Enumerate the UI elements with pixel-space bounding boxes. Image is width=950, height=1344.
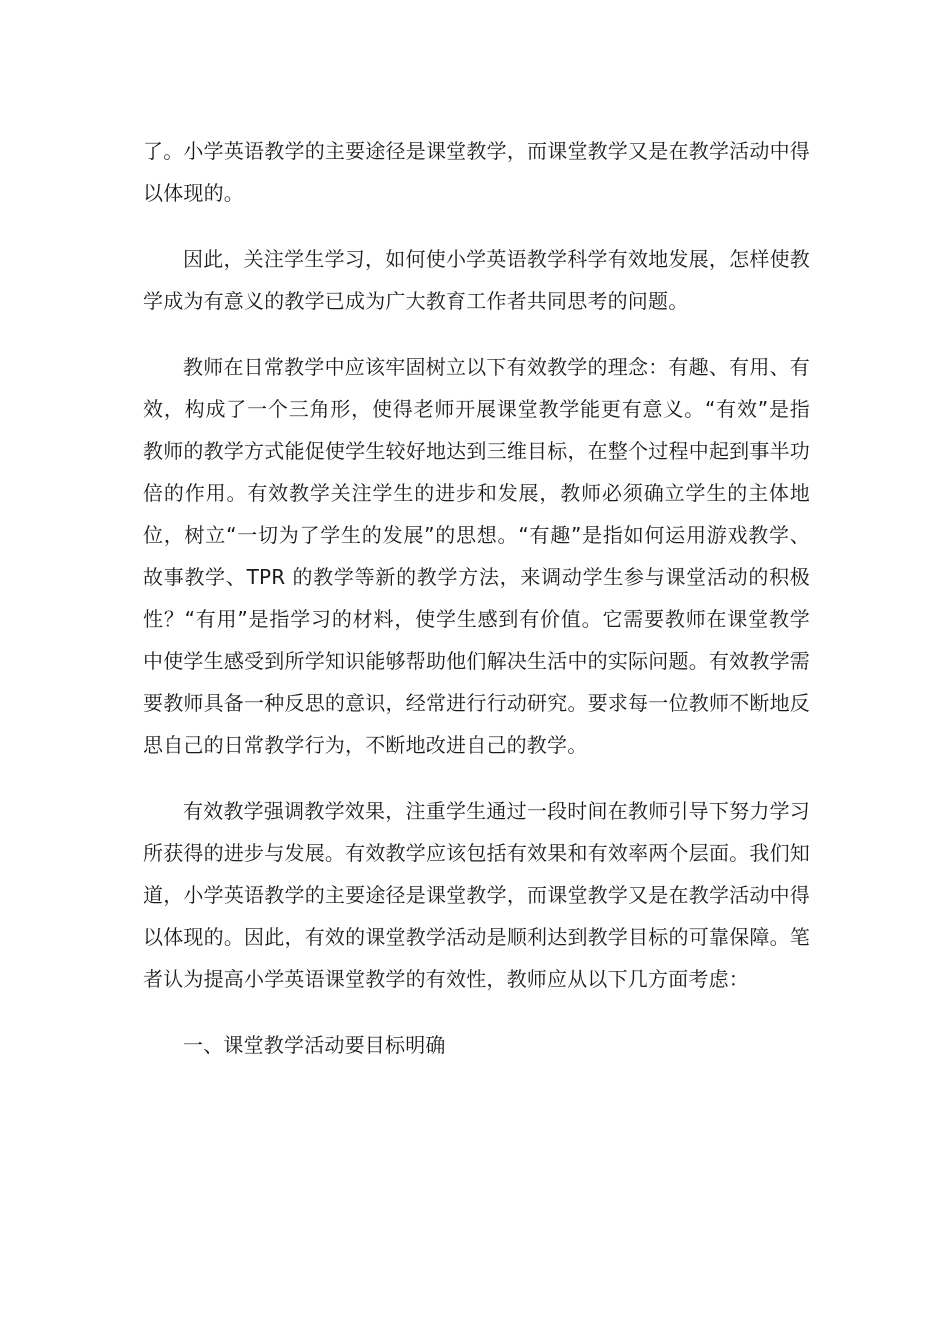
paragraph-continuation: 了。小学英语教学的主要途径是课堂教学，而课堂教学又是在教学活动中得以体现的。 — [143, 139, 810, 205]
section-heading: 一、课堂教学活动要目标明确 — [183, 1033, 446, 1057]
paragraph-focus-on-learning: 因此，关注学生学习，如何使小学英语教学科学有效地发展，怎样使教学成为有意义的教学已成为广大教育工作者共同思考的问题。 — [143, 247, 810, 313]
paragraph-effective-teaching-effects: 有效教学强调教学效果，注重学生通过一段时间在教师引导下努力学习所获得的进步与发展。有效教学应该包括有效果和有效率两个层面。我们知道，小学英语教学的主要途径是课堂教学，而课堂教学又是在教学活动中得以体现的。因此，有效的课堂教学活动是顺利达到教学目标的可靠保障。笔者认为提高小学英语课堂教学的有效性，教师应从以下几方面考虑： — [143, 799, 810, 991]
document-body — [143, 130, 810, 1066]
paragraph-effective-teaching-concept: 教师在日常教学中应该牢固树立以下有效教学的理念：有趣、有用、有效，构成了一个三角形，使得老师开展课堂教学能更有意义。“有效”是指教师的教学方式能促使学生较好地达到三维目标，在整个过程中起到事半功倍的作用。有效教学关注学生的进步和发展，教师必须确立学生的主体地位，树立“一切为了学生的发展”的思想。“有趣”是指如何运用游戏教学、故事教学、TPR 的教学等新的教学方法，来调动学生参与课堂活动的积极性？“有用”是指学习的材料，使学生感到有价值。它需要教师在课堂教学中使学生感受到所学知识能够帮助他们解决生活中的实际问题。有效教学需要教师具备一种反思的意识，经常进行行动研究。要求每一位教师不断地反思自己的日常教学行为，不断地改进自己的教学。 — [143, 355, 810, 757]
